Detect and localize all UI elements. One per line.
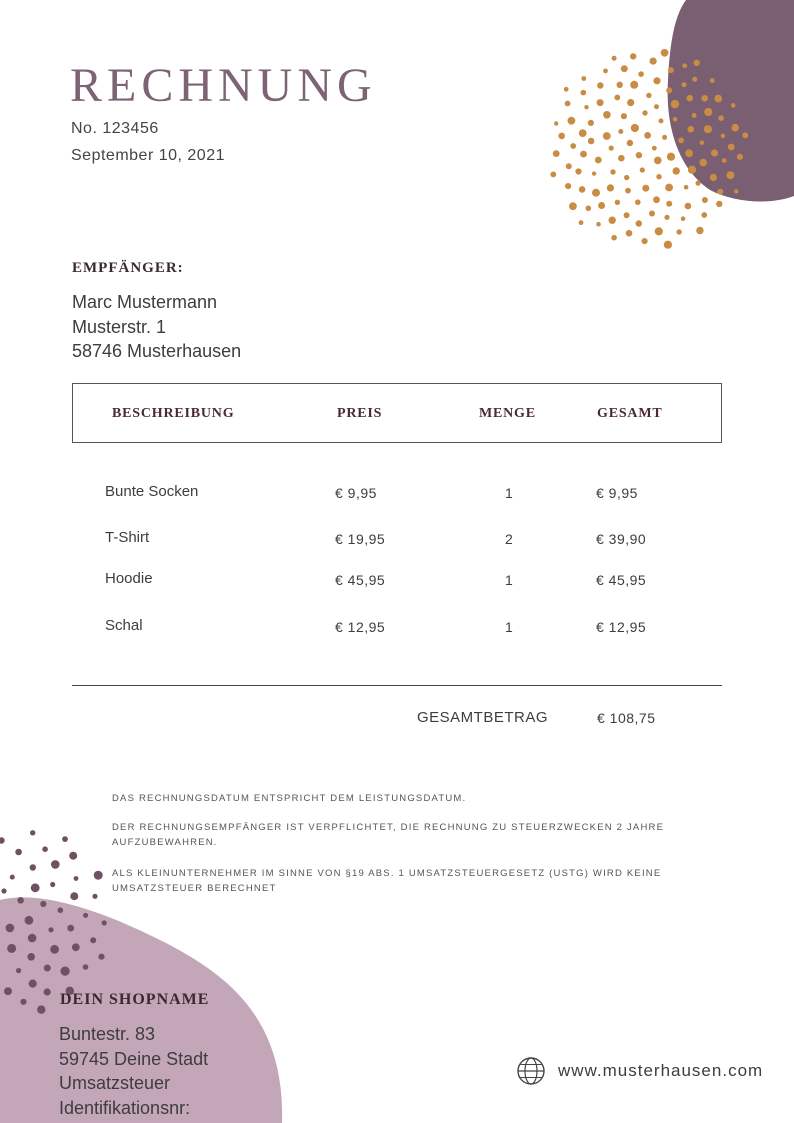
decorative-dot	[568, 117, 576, 125]
decorative-dot	[62, 836, 68, 842]
decorative-dot	[4, 987, 12, 995]
decorative-dot	[102, 920, 107, 925]
decorative-dot	[644, 132, 651, 139]
decorative-dot	[630, 53, 636, 59]
header-quantity: MENGE	[479, 406, 536, 421]
decorative-dot	[579, 129, 587, 137]
decorative-dot	[662, 135, 667, 140]
invoice-number: No. 123456	[71, 120, 159, 137]
decorative-dot	[596, 222, 601, 227]
table-row-total: € 39,90	[596, 531, 647, 547]
decorative-dot	[642, 185, 649, 192]
decorative-dot	[592, 189, 600, 197]
table-row-total: € 12,95	[596, 619, 647, 635]
decorative-dot	[664, 215, 669, 220]
decorative-dot	[696, 227, 703, 234]
decorative-dot	[588, 138, 595, 145]
decorative-dot	[29, 980, 37, 988]
decorative-dot	[564, 87, 569, 92]
decorative-dot	[673, 167, 680, 174]
decorative-dot	[581, 90, 587, 96]
decorative-dot	[50, 882, 55, 887]
decorative-dot	[734, 189, 738, 193]
decorative-dot	[636, 152, 642, 158]
decorative-dot	[615, 200, 620, 205]
decorative-dot	[710, 174, 717, 181]
decorative-dot	[44, 965, 51, 972]
decorative-dot	[610, 169, 615, 174]
table-row-qty: 1	[505, 572, 514, 588]
recipient-street: Musterstr. 1	[72, 316, 167, 337]
invoice-title: RECHNUNG	[70, 59, 377, 112]
decorative-dot	[640, 167, 645, 172]
decorative-dot	[569, 202, 577, 210]
decorative-dot	[718, 115, 724, 121]
globe-icon	[516, 1056, 546, 1091]
recipient-address	[72, 290, 241, 364]
decorative-dot	[74, 876, 79, 881]
decorative-dot	[702, 197, 708, 203]
decorative-dot	[642, 110, 647, 115]
decorative-dot	[603, 111, 611, 119]
table-row-qty: 2	[505, 531, 514, 547]
decorative-dot	[687, 95, 694, 102]
decorative-dot	[704, 108, 712, 116]
decorative-dot	[83, 964, 89, 970]
decorative-dot	[597, 99, 604, 106]
decorative-dot	[685, 203, 692, 210]
decorative-dot	[699, 159, 707, 167]
decorative-dot	[682, 63, 687, 68]
decorative-dot	[726, 171, 734, 179]
decorative-dot	[98, 954, 104, 960]
website-link[interactable]: www.musterhausen.com	[558, 1061, 764, 1080]
decorative-dot	[37, 1005, 45, 1013]
decorative-dot	[631, 124, 639, 132]
decorative-dots-top	[530, 0, 794, 260]
decorative-dot	[40, 901, 46, 907]
decorative-dot	[48, 927, 53, 932]
decorative-dot	[668, 67, 674, 73]
decorative-dot	[575, 168, 581, 174]
decorative-dot	[676, 229, 681, 234]
decorative-dot	[653, 196, 660, 203]
decorative-dot	[627, 140, 633, 146]
invoice-date: September 10, 2021	[71, 147, 225, 164]
decorative-dot	[565, 183, 571, 189]
shop-address	[59, 1022, 208, 1120]
decorative-dot	[722, 158, 727, 163]
decorative-dot	[617, 82, 623, 88]
total-label: GESAMTBETRAG	[417, 709, 549, 726]
decorative-dot	[655, 227, 663, 235]
decorative-dot	[630, 81, 638, 89]
decorative-dot	[654, 157, 662, 165]
decorative-dot	[58, 907, 64, 913]
decorative-dot	[31, 883, 40, 892]
decorative-dot	[696, 181, 701, 186]
decorative-dot	[581, 76, 586, 81]
decorative-dot	[642, 238, 648, 244]
decorative-dot	[684, 185, 689, 190]
decorative-dot	[618, 155, 625, 162]
decorative-dot	[704, 125, 712, 133]
header-description: BESCHREIBUNG	[112, 406, 235, 421]
table-row-desc: Hoodie	[105, 570, 153, 587]
decorative-dot	[636, 220, 642, 226]
decorative-dot	[69, 852, 77, 860]
decorative-dot	[70, 892, 78, 900]
decorative-dot	[67, 925, 74, 932]
table-row-desc: T-Shirt	[105, 529, 150, 546]
decorative-dot	[595, 157, 602, 164]
decorative-dot	[673, 117, 678, 122]
decorative-dot	[612, 56, 617, 61]
decorative-dot	[50, 945, 59, 954]
decorative-dot	[0, 837, 5, 843]
decorative-dot	[16, 968, 21, 973]
decorative-dot	[20, 999, 26, 1005]
decorative-dot	[609, 217, 616, 224]
decorative-dot	[654, 104, 659, 109]
recipient-heading: EMPFÄNGER:	[72, 260, 184, 276]
decorative-dot	[714, 95, 722, 103]
table-row-total: € 9,95	[596, 485, 638, 501]
decorative-dot	[611, 235, 617, 241]
decorative-dot	[625, 188, 631, 194]
decorative-dot	[6, 924, 15, 933]
decorative-dot	[731, 124, 739, 132]
decorative-dot	[1, 888, 6, 893]
decorative-dot	[90, 937, 96, 943]
decorative-dot	[28, 934, 37, 943]
decorative-dot	[688, 166, 696, 174]
table-row-price: € 9,95	[335, 485, 377, 501]
decorative-dot	[700, 141, 704, 145]
decorative-dot	[646, 93, 651, 98]
shop-tax-id-label: Identifikationsnr:	[59, 1097, 191, 1118]
decorative-dot	[618, 129, 623, 134]
decorative-dot	[42, 846, 48, 852]
decorative-dot	[579, 220, 584, 225]
decorative-dot	[72, 943, 80, 951]
decorative-dot	[588, 120, 594, 126]
shop-street: Buntestr. 83	[59, 1024, 156, 1044]
decorative-dot	[671, 100, 679, 108]
decorative-dot	[92, 894, 97, 899]
table-row-price: € 12,95	[335, 619, 386, 635]
header-price: PREIS	[337, 406, 383, 421]
decorative-dot	[694, 60, 700, 66]
decorative-dot	[742, 132, 748, 138]
decorative-dot	[621, 65, 628, 72]
decorative-dot	[656, 174, 661, 179]
decorative-dot	[728, 144, 735, 151]
header-total: GESAMT	[597, 406, 663, 421]
recipient-city: 58746 Musterhausen	[72, 341, 242, 361]
total-value: € 108,75	[597, 710, 656, 726]
table-row-price: € 45,95	[335, 572, 386, 588]
decorative-dot	[10, 875, 15, 880]
decorative-dot	[652, 146, 657, 151]
decorative-dot	[649, 211, 655, 217]
decorative-dot	[607, 184, 614, 191]
decorative-dot	[624, 175, 629, 180]
note-retention: DER RECHNUNGSEMPFÄNGER IST VERPFLICHTET, DIE RECHNUNG ZU STEUERZWECKEN 2 JAHRE AUFZUBEWAHREN.	[112, 822, 665, 848]
decorative-dot	[653, 77, 660, 84]
decorative-dot	[711, 149, 718, 156]
shop-name-heading: DEIN SHOPNAME	[60, 991, 210, 1008]
decorative-dot	[558, 133, 565, 140]
decorative-dot	[550, 172, 556, 178]
decorative-dot	[554, 121, 558, 125]
decorative-dot	[701, 212, 707, 218]
decorative-dot	[61, 967, 70, 976]
table-row-desc: Schal	[105, 617, 143, 634]
table-row-qty: 1	[505, 619, 514, 635]
decorative-dot	[626, 230, 633, 237]
decorative-dot	[661, 49, 669, 57]
decorative-dot	[666, 201, 672, 207]
decorative-dot	[635, 199, 641, 205]
decorative-dot	[592, 171, 596, 175]
decorative-dot	[688, 126, 695, 133]
decorative-dot	[30, 830, 35, 835]
decorative-dot	[701, 95, 708, 102]
decorative-dot	[570, 143, 576, 149]
decorative-dot	[737, 154, 743, 160]
decorative-dot	[598, 202, 605, 209]
decorative-dot	[621, 113, 627, 119]
decorative-dot	[664, 241, 672, 249]
decorative-dot	[51, 860, 60, 869]
decorative-dot	[83, 913, 88, 918]
decorative-dot	[692, 113, 697, 118]
note-tax-exemption: ALS KLEINUNTERNEHMER IM SINNE VON §19 ABS. 1 UMSATZSTEUERGESETZ (USTG) WIRD KEINE UMSATZSTEUER BERECHNET	[112, 868, 662, 894]
decorative-dot	[597, 82, 603, 88]
decorative-dot	[609, 146, 614, 151]
decorative-dot	[25, 916, 34, 925]
decorative-dot	[27, 953, 35, 961]
table-row-desc: Bunte Socken	[105, 483, 199, 500]
table-row-price: € 19,95	[335, 531, 386, 547]
total-divider	[72, 685, 722, 686]
decorative-dot	[94, 871, 103, 880]
table-row-qty: 1	[505, 485, 514, 501]
decorative-dot	[30, 864, 36, 870]
decorative-dot	[566, 163, 572, 169]
decorative-dot	[666, 87, 672, 93]
decorative-dot	[717, 189, 723, 195]
decorative-dot	[586, 206, 592, 212]
decorative-dot	[580, 151, 587, 158]
decorative-dot	[17, 897, 24, 904]
decorative-dot	[603, 69, 608, 74]
decorative-dot	[721, 134, 726, 139]
decorative-dot	[682, 82, 687, 87]
decorative-dot	[681, 216, 686, 221]
decorative-dot	[553, 150, 560, 157]
decorative-dot	[638, 71, 644, 77]
shop-city: 59745 Deine Stadt	[59, 1048, 209, 1069]
decorative-dot	[627, 99, 634, 106]
decorative-dot	[603, 132, 611, 140]
decorative-dot	[650, 58, 657, 65]
recipient-name: Marc Mustermann	[72, 292, 218, 312]
decorative-dot	[579, 186, 586, 193]
shop-tax-label: Umsatzsteuer	[59, 1073, 171, 1093]
decorative-dot	[685, 149, 693, 157]
decorative-dot	[678, 138, 684, 144]
decorative-dot	[565, 101, 571, 107]
decorative-dot	[716, 201, 722, 207]
decorative-dot	[614, 95, 620, 101]
decorative-dot	[710, 78, 715, 83]
note-date: DAS RECHNUNGSDATUM ENTSPRICHT DEM LEISTUNGSDATUM.	[112, 793, 467, 804]
table-header	[72, 383, 722, 443]
decorative-dot	[44, 988, 51, 995]
table-row-total: € 45,95	[596, 572, 647, 588]
decorative-dot	[7, 944, 16, 953]
decorative-dot	[584, 105, 588, 109]
decorative-dot	[667, 153, 675, 161]
decorative-dot	[731, 103, 736, 108]
decorative-dot	[665, 184, 673, 192]
decorative-dot	[15, 849, 22, 856]
decorative-dot	[624, 212, 630, 218]
decorative-dot	[692, 77, 697, 82]
decorative-dot	[659, 118, 664, 123]
